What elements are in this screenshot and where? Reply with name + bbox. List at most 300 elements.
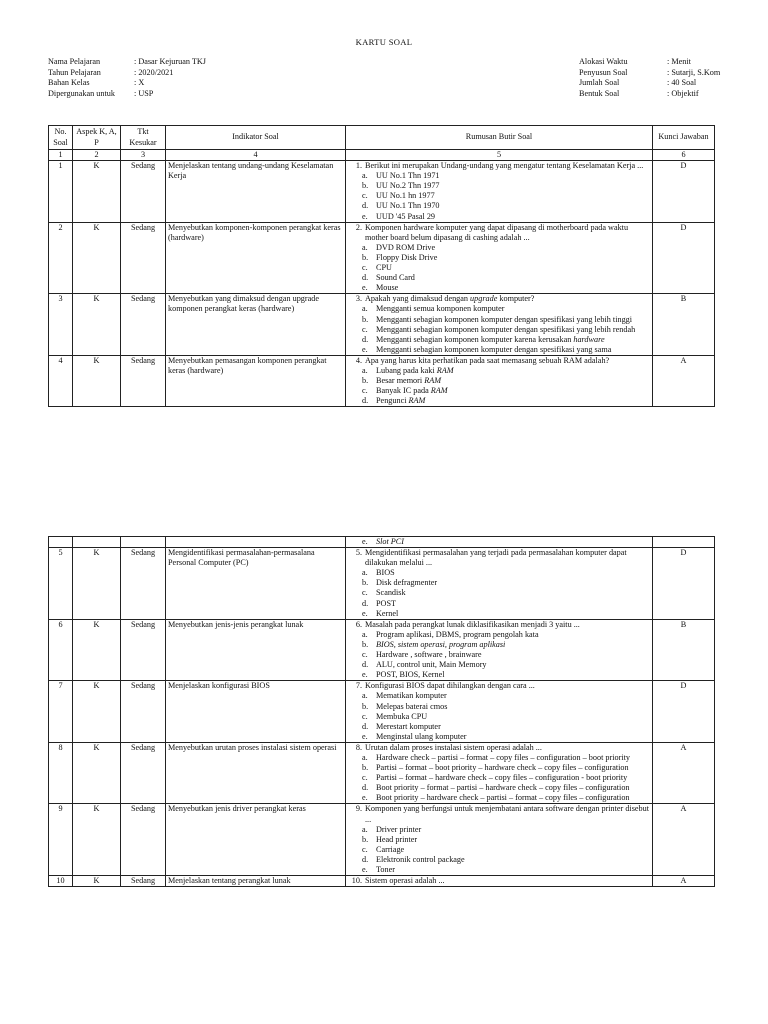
- option-item: [362, 283, 650, 293]
- option-letter: e.: [362, 670, 368, 680]
- question-table-1: [48, 125, 715, 407]
- option-text: [376, 263, 392, 273]
- question-text: Mengidentifikasi permasalahan yang terjadi pada permasalahan komputer dapat dilakukan melalui ...: [365, 548, 627, 568]
- difficulty: Sedang: [121, 681, 166, 743]
- question-cell: [346, 681, 653, 743]
- question-text: Konfigurasi BIOS dapat dihilangkan dengan cara ...: [365, 681, 535, 691]
- question-index: 3.: [355, 294, 362, 304]
- header-indikator: Indikator Soal: [166, 126, 346, 150]
- option-letter: d.: [362, 396, 369, 406]
- option-text-part: UU No.1 hn 1977: [376, 191, 435, 201]
- option-text: [376, 609, 398, 619]
- option-letter: e.: [362, 211, 368, 221]
- option-text-italic: RAM: [408, 396, 426, 406]
- indicator: Menjelaskan tentang undang-undang Keselamatan Kerja: [166, 161, 346, 223]
- aspect: K: [73, 222, 121, 294]
- option-item: [362, 243, 650, 253]
- option-item: [362, 366, 650, 376]
- difficulty: Sedang: [121, 876, 166, 887]
- difficulty: Sedang: [121, 742, 166, 804]
- option-text: [376, 783, 630, 793]
- option-text: [376, 855, 465, 865]
- option-text-part: Partisi – format – boot priority – hardware check – copy files – configuration: [376, 763, 629, 773]
- option-letter: b.: [362, 834, 369, 844]
- option-text-part: Mengganti sebagian komponen komputer dengan spesifikasi yang lebih rendah: [376, 324, 636, 334]
- question-number: 1: [49, 161, 73, 223]
- meta-value: : Dasar Kejuruan TKJ: [134, 57, 206, 66]
- question-text: Masalah pada perangkat lunak diklasifikasikan menjadi 3 yaitu ...: [365, 619, 580, 629]
- option-list: [348, 304, 650, 354]
- option-item: [362, 783, 650, 793]
- continuation-row: [49, 537, 715, 548]
- option-letter: a.: [362, 171, 368, 181]
- option-letter: c.: [362, 588, 368, 598]
- meta-row: [48, 57, 206, 68]
- option-item: [362, 201, 650, 211]
- aspect: K: [73, 548, 121, 620]
- option-letter: b.: [362, 639, 369, 649]
- question-text-italic: upgrade: [470, 294, 498, 304]
- question-cell: [346, 294, 653, 356]
- aspect: K: [73, 681, 121, 743]
- option-letter: a.: [362, 568, 368, 578]
- option-text-part: Boot priority – hardware check – partisi – format – copy files – configuration: [376, 793, 630, 803]
- option-item: [362, 191, 650, 201]
- meta-row: [48, 89, 206, 100]
- question-text: Komponen yang berfungsi untuk menjembatani antara software dengan printer disebut ...: [365, 804, 649, 824]
- option-item: [362, 335, 650, 345]
- option-item: [362, 753, 650, 763]
- question-text: [365, 294, 534, 304]
- question-rows-2: [49, 537, 715, 887]
- meta-value: : Sutarji, S.Kom: [667, 67, 721, 77]
- option-item: [362, 630, 650, 640]
- question-index: 5.: [355, 548, 362, 558]
- option-text-part: Elektronik control package: [376, 854, 465, 864]
- option-text-part: Mengganti sebagian komponen komputer dengan spesifikasi yang lebih tinggi: [376, 314, 633, 324]
- option-text-italic: RAM: [436, 365, 454, 375]
- meta-row: [579, 78, 720, 89]
- meta-key: Penyusun Soal: [579, 67, 628, 77]
- option-text: [376, 171, 440, 181]
- option-text: [376, 181, 440, 191]
- option-letter: d.: [362, 854, 369, 864]
- question-number: 2: [49, 222, 73, 294]
- option-letter: b.: [362, 181, 369, 191]
- option-text: [376, 702, 447, 712]
- option-text: [376, 253, 437, 263]
- meta-row: [48, 78, 206, 89]
- option-letter: b.: [362, 376, 369, 386]
- question-row: [49, 804, 715, 876]
- option-text: [376, 835, 417, 845]
- header-row: [49, 126, 715, 150]
- aspect: K: [73, 742, 121, 804]
- option-text-part: Driver printer: [376, 824, 422, 834]
- option-text-part: UUD '45 Pasal 29: [376, 211, 436, 221]
- option-letter: c.: [362, 844, 368, 854]
- question-row: [49, 355, 715, 406]
- option-letter: d.: [362, 721, 369, 731]
- header-aspek: Aspek K, A, P: [73, 126, 121, 150]
- question-stem: [348, 681, 650, 691]
- option-item: [362, 171, 650, 181]
- option-item: [362, 691, 650, 701]
- meta-value: : USP: [134, 88, 154, 98]
- question-row: [49, 742, 715, 804]
- option-text: [376, 568, 395, 578]
- option-text-part: Head printer: [376, 834, 418, 844]
- option-item: [362, 865, 650, 875]
- option-letter: a.: [362, 629, 368, 639]
- option-item: [362, 273, 650, 283]
- option-item: [362, 855, 650, 865]
- meta-value: : 2020/2021: [134, 67, 174, 77]
- option-text-part: Toner: [376, 865, 395, 874]
- header-no: No. Soal: [49, 126, 73, 150]
- difficulty: Sedang: [121, 355, 166, 406]
- option-text-part: Program aplikasi, DBMS, program pengolah kata: [376, 629, 539, 639]
- difficulty: Sedang: [121, 548, 166, 620]
- option-text: [376, 386, 448, 396]
- option-text: [376, 345, 611, 355]
- question-text: Berikut ini merupakan Undang-undang yang mengatur tentang Keselamatan Kerja ...: [365, 161, 644, 171]
- option-item: [362, 345, 650, 355]
- option-text: [376, 865, 395, 875]
- aspect: K: [73, 161, 121, 223]
- question-index: 9.: [355, 804, 362, 814]
- option-text-part: POST: [376, 598, 397, 608]
- option-letter: b.: [362, 701, 369, 711]
- option-text-part: Mengganti sebagian komponen komputer karena kerusakan: [376, 334, 574, 344]
- indicator: Menjelaskan konfigurasi BIOS: [166, 681, 346, 743]
- question-number: 5: [49, 548, 73, 620]
- option-text: [376, 753, 630, 763]
- question-row: [49, 294, 715, 356]
- indicator: Menyebutkan pemasangan komponen perangkat keras (hardware): [166, 355, 346, 406]
- option-text-part: Banyak IC pada: [376, 386, 431, 396]
- meta-value: : Objektif: [667, 88, 699, 98]
- option-letter: d.: [362, 660, 369, 670]
- option-letter: a.: [362, 365, 368, 375]
- meta-key: Bahan Kelas: [48, 78, 90, 87]
- indicator: Menyebutkan yang dimaksud dengan upgrade komponen perangkat keras (hardware): [166, 294, 346, 356]
- option-list: [348, 568, 650, 618]
- meta-key: Alokasi Waktu: [579, 57, 628, 66]
- page-title: KARTU SOAL: [355, 37, 413, 47]
- question-row: [49, 619, 715, 681]
- question-stem: [348, 294, 650, 304]
- question-text-part: Apakah yang dimaksud dengan: [365, 294, 471, 304]
- indicator: Menyebutkan urutan proses instalasi sistem operasi: [166, 742, 346, 804]
- column-number: 1: [49, 150, 73, 161]
- meta-right: [579, 57, 720, 99]
- indicator: Menyebutkan jenis driver perangkat keras: [166, 804, 346, 876]
- option-letter: b.: [362, 763, 369, 773]
- option-list: [348, 753, 650, 803]
- option-letter: d.: [362, 201, 369, 211]
- option-item: [362, 712, 650, 722]
- question-number: 10: [49, 876, 73, 887]
- aspect: K: [73, 804, 121, 876]
- option-text-part: Kernel: [376, 608, 399, 618]
- meta-row: [579, 57, 720, 68]
- column-number-row: [49, 150, 715, 161]
- option-letter: d.: [362, 334, 369, 344]
- option-text: [376, 315, 632, 325]
- option-letter: c.: [362, 263, 368, 273]
- meta-key: Nama Pelajaran: [48, 57, 101, 66]
- option-list: [348, 366, 650, 406]
- option-letter: b.: [362, 252, 369, 262]
- option-text: [376, 732, 467, 742]
- option-text: [376, 691, 447, 701]
- option-letter: d.: [362, 273, 369, 283]
- option-text-part: BIOS: [376, 568, 395, 578]
- option-item: [362, 537, 650, 547]
- option-text: [376, 376, 441, 386]
- option-letter: c.: [362, 650, 368, 660]
- meta-row: [579, 68, 720, 79]
- option-text-part: Floppy Disk Drive: [376, 252, 438, 262]
- option-text-part: Mengganti sebagian komponen komputer dengan spesifikasi yang sama: [376, 344, 612, 354]
- question-number: 3: [49, 294, 73, 356]
- option-letter: e.: [362, 731, 368, 741]
- option-item: [362, 263, 650, 273]
- question-rows-1: [49, 161, 715, 407]
- column-number: 4: [166, 150, 346, 161]
- option-letter: a.: [362, 752, 368, 762]
- option-item: [362, 568, 650, 578]
- option-text-part: Scandisk: [376, 588, 406, 598]
- question-row: [49, 876, 715, 887]
- option-text-part: Hardware check – partisi – format – copy files – configuration – boot priority: [376, 752, 630, 762]
- option-text-part: Mouse: [376, 283, 399, 293]
- meta-key: Dipergunakan untuk: [48, 88, 115, 98]
- option-item: [362, 609, 650, 619]
- option-text: [376, 212, 435, 222]
- option-text-part: DVD ROM Drive: [376, 242, 436, 252]
- option-item: [362, 181, 650, 191]
- option-text-italic: BIOS, sistem operasi, program aplikasi: [376, 639, 506, 649]
- header-rumusan: Rumusan Butir Soal: [346, 126, 653, 150]
- meta-value: : X: [134, 78, 145, 87]
- option-text: [376, 578, 437, 588]
- option-text: [376, 763, 629, 773]
- question-number: 4: [49, 355, 73, 406]
- header-tingkat-kesukaran: Tkt Kesukar: [121, 126, 166, 150]
- question-table-2: [48, 536, 715, 887]
- option-item: [362, 825, 650, 835]
- option-item: [362, 640, 650, 650]
- answer-key: B: [653, 294, 715, 356]
- option-text: [376, 283, 398, 293]
- option-list: [348, 691, 650, 741]
- option-text-part: Partisi – format – hardware check – copy files – configuration - boot priority: [376, 773, 628, 783]
- aspect: K: [73, 876, 121, 887]
- option-letter: c.: [362, 711, 368, 721]
- option-list: [348, 243, 650, 293]
- option-item: [362, 376, 650, 386]
- option-letter: a.: [362, 242, 368, 252]
- option-text: [376, 660, 487, 670]
- question-number: 7: [49, 681, 73, 743]
- difficulty: Sedang: [121, 294, 166, 356]
- option-text: [376, 712, 427, 722]
- option-item: [362, 325, 650, 335]
- meta-key: Jumlah Soal: [579, 78, 620, 87]
- answer-key: A: [653, 876, 715, 887]
- option-text: [376, 366, 454, 376]
- meta-key: Bentuk Soal: [579, 88, 620, 98]
- option-letter: c.: [362, 773, 368, 783]
- option-letter: b.: [362, 578, 369, 588]
- option-item: [362, 253, 650, 263]
- question-index: 8.: [355, 742, 362, 752]
- option-item: [362, 702, 650, 712]
- difficulty: Sedang: [121, 619, 166, 681]
- option-text: [376, 396, 425, 406]
- option-text-part: Boot priority – format – partisi – hardware check – copy files – configuration: [376, 783, 630, 793]
- option-item: [362, 212, 650, 222]
- option-text-part: Carriage: [376, 844, 405, 854]
- question-text: Sistem operasi adalah ...: [365, 876, 445, 886]
- option-letter: a.: [362, 691, 368, 701]
- column-number: 6: [653, 150, 715, 161]
- option-item: [362, 660, 650, 670]
- option-text: [376, 325, 635, 335]
- option-letter: e.: [362, 865, 368, 874]
- option-item: [362, 793, 650, 803]
- question-index: 2.: [355, 222, 362, 232]
- option-list: [348, 630, 650, 680]
- question-index: 10.: [351, 876, 362, 886]
- question-row: [49, 548, 715, 620]
- option-text-part: UU No.2 Thn 1977: [376, 181, 440, 191]
- question-index: 4.: [355, 355, 362, 365]
- meta-value: : 40 Soal: [667, 78, 697, 87]
- option-text: [376, 722, 441, 732]
- option-letter: e.: [362, 283, 368, 293]
- question-row: [49, 222, 715, 294]
- question-index: 6.: [355, 619, 362, 629]
- option-text-italic: RAM: [430, 386, 448, 396]
- option-text: [376, 825, 421, 835]
- difficulty: Sedang: [121, 161, 166, 223]
- option-item: [362, 304, 650, 314]
- option-text: [376, 273, 415, 283]
- option-item: [362, 835, 650, 845]
- option-list: [348, 825, 650, 875]
- option-text: [376, 191, 435, 201]
- option-text-part: CPU: [376, 263, 392, 273]
- option-letter: a.: [362, 304, 368, 314]
- option-text-part: Mematikan komputer: [376, 691, 447, 701]
- option-item: [362, 578, 650, 588]
- option-text-part: Melepas baterai cmos: [376, 701, 448, 711]
- option-text-part: Menginstal ulang komputer: [376, 731, 467, 741]
- option-item: [362, 588, 650, 598]
- option-text-part: Membuka CPU: [376, 711, 428, 721]
- question-cell: [346, 742, 653, 804]
- meta-value: : Menit: [667, 57, 691, 66]
- option-text-part: Lubang pada kaki: [376, 365, 437, 375]
- question-cell: [346, 355, 653, 406]
- question-stem: [348, 548, 650, 568]
- option-item: [362, 732, 650, 742]
- option-letter: e.: [362, 344, 368, 354]
- option-letter: b.: [362, 314, 369, 324]
- option-letter: d.: [362, 783, 369, 793]
- option-letter: c.: [362, 386, 368, 396]
- option-item: [362, 763, 650, 773]
- answer-key: D: [653, 161, 715, 223]
- option-item: [362, 315, 650, 325]
- option-item: [362, 386, 650, 396]
- question-cell: [346, 619, 653, 681]
- indicator: Menjelaskan tentang perangkat lunak: [166, 876, 346, 887]
- column-number: 2: [73, 150, 121, 161]
- aspect: K: [73, 355, 121, 406]
- option-letter: e.: [362, 537, 368, 546]
- option-text-italic: RAM: [424, 376, 442, 386]
- option-list: [348, 171, 650, 221]
- option-text: [376, 773, 627, 783]
- aspect: K: [73, 294, 121, 356]
- option-text-part: Besar memori: [376, 376, 425, 386]
- option-item: [362, 670, 650, 680]
- answer-key: A: [653, 355, 715, 406]
- question-stem: [348, 876, 650, 886]
- column-number: 3: [121, 150, 166, 161]
- question-cell: [346, 161, 653, 223]
- question-cell: [346, 548, 653, 620]
- question-row: [49, 161, 715, 223]
- option-text-part: Pengunci: [376, 396, 409, 406]
- option-text-part: Hardware , software , brainware: [376, 650, 482, 660]
- question-cell: [346, 222, 653, 294]
- option-text: [376, 335, 605, 345]
- option-letter: e.: [362, 793, 368, 803]
- column-number: 5: [346, 150, 653, 161]
- option-text: [376, 793, 630, 803]
- option-item: [362, 773, 650, 783]
- question-text: Komponen hardware komputer yang dapat dipasang di motherboard pada waktu mother board belum dipasang di cashing adalah ...: [365, 222, 629, 242]
- option-item: [362, 845, 650, 855]
- question-index: 7.: [355, 681, 362, 691]
- option-item: [362, 650, 650, 660]
- question-text: Apa yang harus kita perhatikan pada saat memasang sebuah RAM adalah?: [365, 355, 610, 365]
- option-text-part: UU No.1 Thn 1971: [376, 171, 440, 181]
- answer-key: D: [653, 222, 715, 294]
- question-cell: [346, 876, 653, 887]
- option-text: [376, 201, 440, 211]
- question-index: 1.: [355, 161, 362, 171]
- option-letter: e.: [362, 608, 368, 618]
- option-item: [362, 599, 650, 609]
- option-text-part: Merestart komputer: [376, 721, 441, 731]
- option-letter: c.: [362, 324, 368, 334]
- option-text: [376, 630, 539, 640]
- option-letter: c.: [362, 191, 368, 201]
- option-item: [362, 396, 650, 406]
- question-stem: [348, 161, 650, 171]
- option-item: [362, 722, 650, 732]
- option-letter: a.: [362, 824, 368, 834]
- question-number: 6: [49, 619, 73, 681]
- option-text: [376, 243, 435, 253]
- answer-key: D: [653, 681, 715, 743]
